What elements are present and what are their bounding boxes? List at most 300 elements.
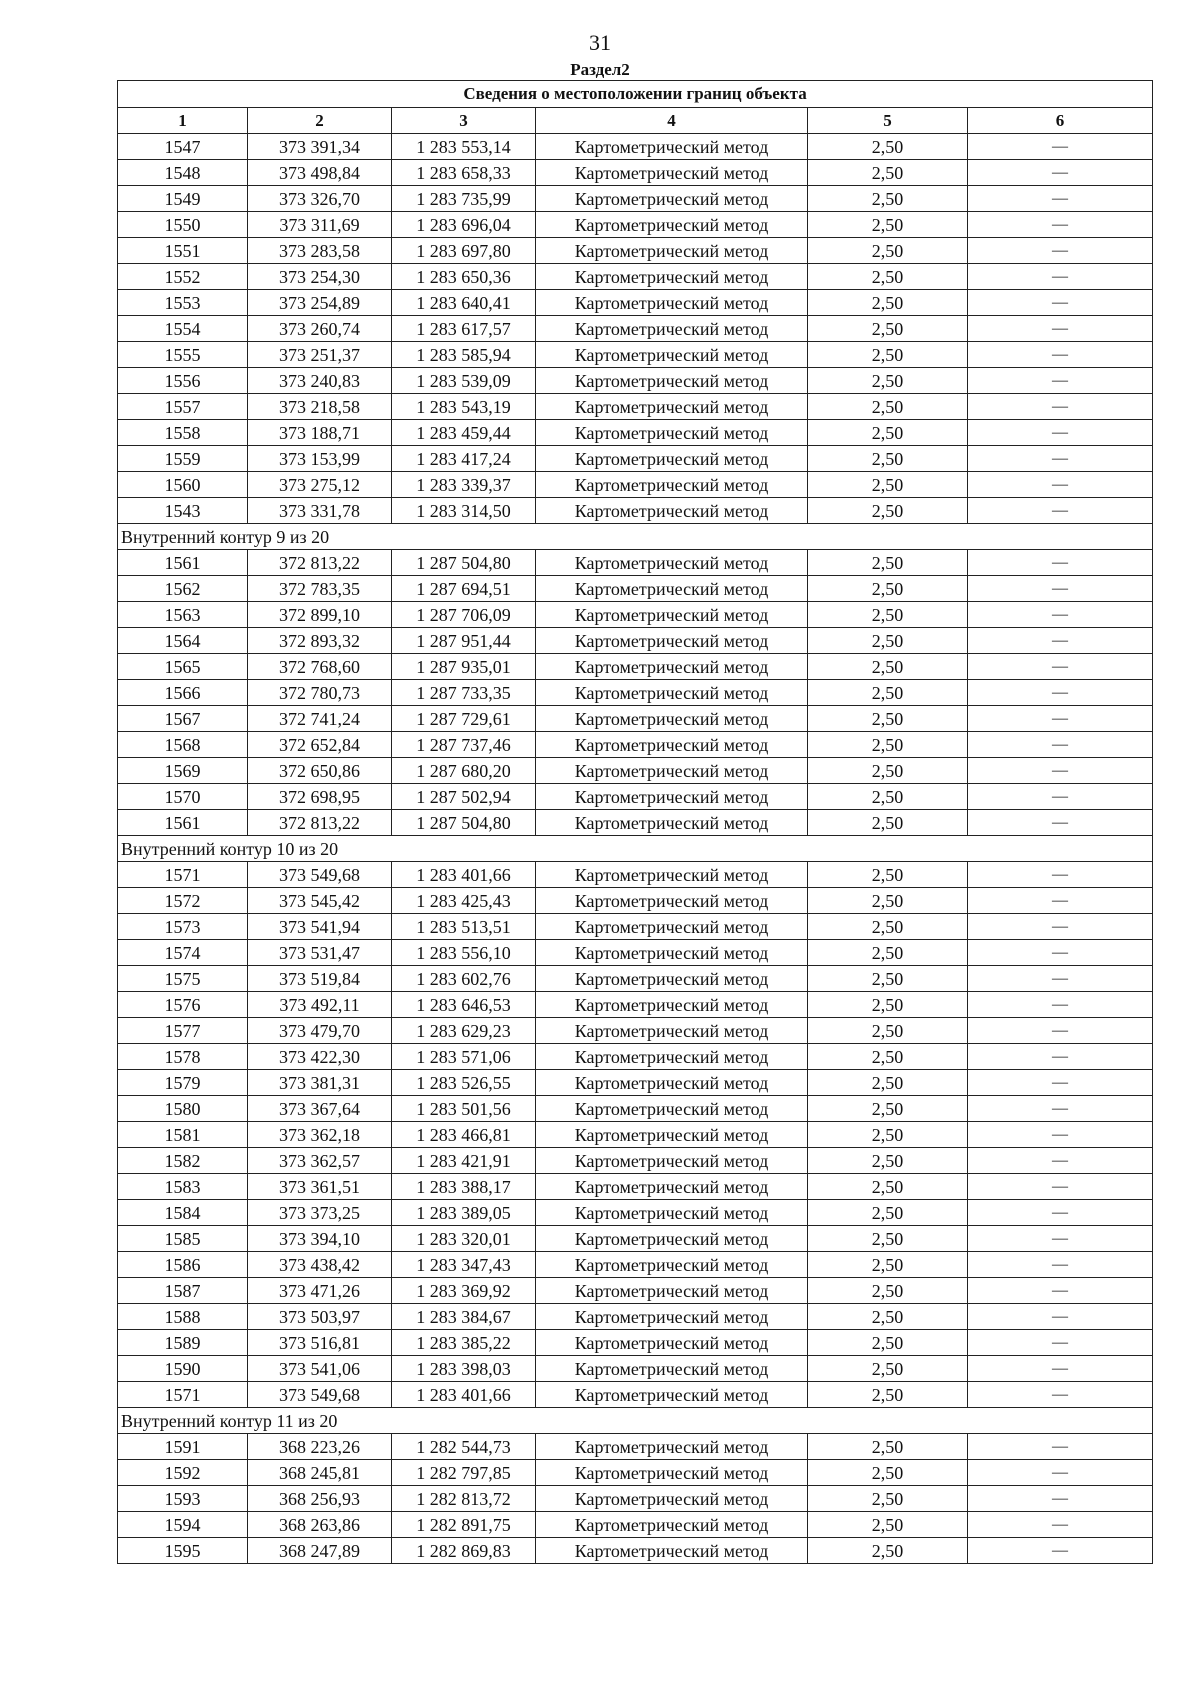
point-number-cell: 1595 (118, 1538, 248, 1564)
point-number-cell: 1570 (118, 784, 248, 810)
point-number-cell: 1565 (118, 654, 248, 680)
table-row (118, 212, 1153, 238)
coord-y-cell: 1 283 526,55 (392, 1070, 536, 1096)
table-row (118, 732, 1153, 758)
description-cell: — (968, 1200, 1153, 1226)
point-number-cell: 1560 (118, 472, 248, 498)
accuracy-cell: 2,50 (808, 160, 968, 186)
point-number-cell: 1553 (118, 290, 248, 316)
method-cell: Картометрический метод (536, 1278, 808, 1304)
table-row (118, 1148, 1153, 1174)
point-number-cell: 1569 (118, 758, 248, 784)
coord-y-cell: 1 283 385,22 (392, 1330, 536, 1356)
coord-y-cell: 1 283 339,37 (392, 472, 536, 498)
accuracy-cell: 2,50 (808, 420, 968, 446)
method-cell: Картометрический метод (536, 550, 808, 576)
method-cell: Картометрический метод (536, 1252, 808, 1278)
point-number-cell: 1556 (118, 368, 248, 394)
table-row (118, 1018, 1153, 1044)
method-cell: Картометрический метод (536, 706, 808, 732)
table-row (118, 342, 1153, 368)
coord-x-cell: 373 541,94 (248, 914, 392, 940)
coord-y-cell: 1 287 733,35 (392, 680, 536, 706)
point-number-cell: 1550 (118, 212, 248, 238)
accuracy-cell: 2,50 (808, 1174, 968, 1200)
accuracy-cell: 2,50 (808, 1018, 968, 1044)
table-row (118, 966, 1153, 992)
method-cell: Картометрический метод (536, 1538, 808, 1564)
coord-y-cell: 1 287 694,51 (392, 576, 536, 602)
description-cell: — (968, 498, 1153, 524)
description-cell: — (968, 1278, 1153, 1304)
coord-x-cell: 373 373,25 (248, 1200, 392, 1226)
coord-y-cell: 1 283 389,05 (392, 1200, 536, 1226)
accuracy-cell: 2,50 (808, 914, 968, 940)
table-row (118, 1512, 1153, 1538)
accuracy-cell: 2,50 (808, 654, 968, 680)
coord-y-cell: 1 287 504,80 (392, 810, 536, 836)
table-row (118, 628, 1153, 654)
accuracy-cell: 2,50 (808, 1460, 968, 1486)
coord-y-cell: 1 282 869,83 (392, 1538, 536, 1564)
accuracy-cell: 2,50 (808, 1434, 968, 1460)
point-number-cell: 1577 (118, 1018, 248, 1044)
table-row (118, 784, 1153, 810)
accuracy-cell: 2,50 (808, 1200, 968, 1226)
description-cell: — (968, 134, 1153, 160)
accuracy-cell: 2,50 (808, 1278, 968, 1304)
description-cell: — (968, 914, 1153, 940)
table-row (118, 602, 1153, 628)
coord-y-cell: 1 283 543,19 (392, 394, 536, 420)
coord-x-cell: 373 391,34 (248, 134, 392, 160)
point-number-cell: 1590 (118, 1356, 248, 1382)
method-cell: Картометрический метод (536, 1044, 808, 1070)
table-row (118, 810, 1153, 836)
accuracy-cell: 2,50 (808, 498, 968, 524)
table-row (118, 1122, 1153, 1148)
coord-x-cell: 373 516,81 (248, 1330, 392, 1356)
table-row (118, 290, 1153, 316)
coord-x-cell: 373 218,58 (248, 394, 392, 420)
point-number-cell: 1593 (118, 1486, 248, 1512)
coord-x-cell: 373 549,68 (248, 1382, 392, 1408)
accuracy-cell: 2,50 (808, 264, 968, 290)
method-cell: Картометрический метод (536, 1356, 808, 1382)
accuracy-cell: 2,50 (808, 1486, 968, 1512)
point-number-cell: 1571 (118, 862, 248, 888)
coord-x-cell: 372 741,24 (248, 706, 392, 732)
coord-x-cell: 373 326,70 (248, 186, 392, 212)
method-cell: Картометрический метод (536, 1200, 808, 1226)
table-row (118, 888, 1153, 914)
method-cell: Картометрический метод (536, 1460, 808, 1486)
accuracy-cell: 2,50 (808, 1512, 968, 1538)
coord-y-cell: 1 283 459,44 (392, 420, 536, 446)
description-cell: — (968, 1122, 1153, 1148)
description-cell: — (968, 732, 1153, 758)
accuracy-cell: 2,50 (808, 316, 968, 342)
table-caption: Сведения о местоположении границ объекта (118, 81, 1153, 108)
table-row (118, 1486, 1153, 1512)
coord-y-cell: 1 283 617,57 (392, 316, 536, 342)
coord-y-cell: 1 283 696,04 (392, 212, 536, 238)
accuracy-cell: 2,50 (808, 368, 968, 394)
description-cell: — (968, 758, 1153, 784)
point-number-cell: 1582 (118, 1148, 248, 1174)
table-row (118, 1278, 1153, 1304)
method-cell: Картометрический метод (536, 888, 808, 914)
coord-y-cell: 1 283 466,81 (392, 1122, 536, 1148)
contour-title: Внутренний контур 9 из 20 (118, 524, 1153, 550)
table-caption-row (118, 81, 1153, 108)
point-number-cell: 1562 (118, 576, 248, 602)
coord-y-cell: 1 283 398,03 (392, 1356, 536, 1382)
accuracy-cell: 2,50 (808, 1226, 968, 1252)
point-number-cell: 1551 (118, 238, 248, 264)
coord-y-cell: 1 283 401,66 (392, 1382, 536, 1408)
description-cell: — (968, 940, 1153, 966)
coord-x-cell: 373 188,71 (248, 420, 392, 446)
coord-y-cell: 1 287 729,61 (392, 706, 536, 732)
table-row (118, 1200, 1153, 1226)
table-row (118, 680, 1153, 706)
column-header-3: 3 (392, 108, 536, 134)
table-row (118, 1538, 1153, 1564)
description-cell: — (968, 628, 1153, 654)
point-number-cell: 1584 (118, 1200, 248, 1226)
method-cell: Картометрический метод (536, 1434, 808, 1460)
coord-y-cell: 1 283 513,51 (392, 914, 536, 940)
accuracy-cell: 2,50 (808, 576, 968, 602)
description-cell: — (968, 160, 1153, 186)
method-cell: Картометрический метод (536, 1382, 808, 1408)
table-row (118, 758, 1153, 784)
coord-x-cell: 373 367,64 (248, 1096, 392, 1122)
description-cell: — (968, 1226, 1153, 1252)
table-row (118, 160, 1153, 186)
coord-x-cell: 373 394,10 (248, 1226, 392, 1252)
coord-y-cell: 1 283 658,33 (392, 160, 536, 186)
table-row (118, 550, 1153, 576)
description-cell: — (968, 446, 1153, 472)
description-cell: — (968, 368, 1153, 394)
description-cell: — (968, 238, 1153, 264)
coord-y-cell: 1 282 544,73 (392, 1434, 536, 1460)
coord-x-cell: 372 652,84 (248, 732, 392, 758)
accuracy-cell: 2,50 (808, 1044, 968, 1070)
point-number-cell: 1571 (118, 1382, 248, 1408)
accuracy-cell: 2,50 (808, 342, 968, 368)
accuracy-cell: 2,50 (808, 1304, 968, 1330)
description-cell: — (968, 1252, 1153, 1278)
point-number-cell: 1585 (118, 1226, 248, 1252)
coord-x-cell: 373 479,70 (248, 1018, 392, 1044)
coord-y-cell: 1 287 935,01 (392, 654, 536, 680)
coord-x-cell: 373 283,58 (248, 238, 392, 264)
table-row (118, 654, 1153, 680)
table-row (118, 1044, 1153, 1070)
description-cell: — (968, 992, 1153, 1018)
description-cell: — (968, 420, 1153, 446)
table-row (118, 992, 1153, 1018)
method-cell: Картометрический метод (536, 784, 808, 810)
coord-y-cell: 1 287 737,46 (392, 732, 536, 758)
accuracy-cell: 2,50 (808, 1538, 968, 1564)
point-number-cell: 1555 (118, 342, 248, 368)
method-cell: Картометрический метод (536, 1486, 808, 1512)
coord-y-cell: 1 283 421,91 (392, 1148, 536, 1174)
point-number-cell: 1561 (118, 810, 248, 836)
coord-y-cell: 1 283 384,67 (392, 1304, 536, 1330)
accuracy-cell: 2,50 (808, 1070, 968, 1096)
point-number-cell: 1587 (118, 1278, 248, 1304)
accuracy-cell: 2,50 (808, 758, 968, 784)
method-cell: Картометрический метод (536, 1018, 808, 1044)
coord-x-cell: 373 438,42 (248, 1252, 392, 1278)
method-cell: Картометрический метод (536, 602, 808, 628)
accuracy-cell: 2,50 (808, 186, 968, 212)
point-number-cell: 1575 (118, 966, 248, 992)
coord-x-cell: 373 362,57 (248, 1148, 392, 1174)
accuracy-cell: 2,50 (808, 992, 968, 1018)
coord-x-cell: 373 492,11 (248, 992, 392, 1018)
coord-x-cell: 373 361,51 (248, 1174, 392, 1200)
method-cell: Картометрический метод (536, 576, 808, 602)
coord-y-cell: 1 283 571,06 (392, 1044, 536, 1070)
contour-title: Внутренний контур 11 из 20 (118, 1408, 1153, 1434)
coord-x-cell: 373 362,18 (248, 1122, 392, 1148)
description-cell: — (968, 186, 1153, 212)
point-number-cell: 1591 (118, 1434, 248, 1460)
table-row (118, 186, 1153, 212)
point-number-cell: 1581 (118, 1122, 248, 1148)
coord-x-cell: 373 254,89 (248, 290, 392, 316)
description-cell: — (968, 394, 1153, 420)
table-row (118, 706, 1153, 732)
table-row (118, 1252, 1153, 1278)
coord-x-cell: 373 503,97 (248, 1304, 392, 1330)
coord-x-cell: 373 422,30 (248, 1044, 392, 1070)
coord-x-cell: 373 331,78 (248, 498, 392, 524)
point-number-cell: 1566 (118, 680, 248, 706)
coord-x-cell: 373 275,12 (248, 472, 392, 498)
accuracy-cell: 2,50 (808, 134, 968, 160)
accuracy-cell: 2,50 (808, 1122, 968, 1148)
coord-y-cell: 1 287 504,80 (392, 550, 536, 576)
description-cell: — (968, 1044, 1153, 1070)
table-row (118, 420, 1153, 446)
coord-y-cell: 1 283 556,10 (392, 940, 536, 966)
point-number-cell: 1573 (118, 914, 248, 940)
description-cell: — (968, 264, 1153, 290)
accuracy-cell: 2,50 (808, 550, 968, 576)
description-cell: — (968, 888, 1153, 914)
column-header-6: 6 (968, 108, 1153, 134)
description-cell: — (968, 550, 1153, 576)
point-number-cell: 1588 (118, 1304, 248, 1330)
coord-y-cell: 1 283 501,56 (392, 1096, 536, 1122)
contour-header-row (118, 1408, 1153, 1434)
coord-x-cell: 373 549,68 (248, 862, 392, 888)
coord-y-cell: 1 283 735,99 (392, 186, 536, 212)
coord-y-cell: 1 282 813,72 (392, 1486, 536, 1512)
accuracy-cell: 2,50 (808, 680, 968, 706)
coord-y-cell: 1 283 388,17 (392, 1174, 536, 1200)
accuracy-cell: 2,50 (808, 394, 968, 420)
accuracy-cell: 2,50 (808, 940, 968, 966)
column-header-4: 4 (536, 108, 808, 134)
boundary-coordinates-table (117, 80, 1153, 1564)
point-number-cell: 1557 (118, 394, 248, 420)
coord-y-cell: 1 283 646,53 (392, 992, 536, 1018)
description-cell: — (968, 1486, 1153, 1512)
coord-y-cell: 1 283 369,92 (392, 1278, 536, 1304)
table-row (118, 862, 1153, 888)
coord-x-cell: 373 381,31 (248, 1070, 392, 1096)
description-cell: — (968, 212, 1153, 238)
description-cell: — (968, 1304, 1153, 1330)
point-number-cell: 1578 (118, 1044, 248, 1070)
method-cell: Картометрический метод (536, 264, 808, 290)
column-header-5: 5 (808, 108, 968, 134)
point-number-cell: 1543 (118, 498, 248, 524)
coord-y-cell: 1 283 401,66 (392, 862, 536, 888)
description-cell: — (968, 654, 1153, 680)
description-cell: — (968, 1382, 1153, 1408)
point-number-cell: 1554 (118, 316, 248, 342)
table-row (118, 316, 1153, 342)
accuracy-cell: 2,50 (808, 888, 968, 914)
method-cell: Картометрический метод (536, 914, 808, 940)
method-cell: Картометрический метод (536, 290, 808, 316)
accuracy-cell: 2,50 (808, 290, 968, 316)
coord-x-cell: 372 893,32 (248, 628, 392, 654)
table-row (118, 472, 1153, 498)
description-cell: — (968, 602, 1153, 628)
point-number-cell: 1576 (118, 992, 248, 1018)
table-row (118, 446, 1153, 472)
coord-y-cell: 1 287 706,09 (392, 602, 536, 628)
table-row (118, 1174, 1153, 1200)
accuracy-cell: 2,50 (808, 238, 968, 264)
table-row (118, 576, 1153, 602)
table-row (118, 1330, 1153, 1356)
table-row (118, 1434, 1153, 1460)
coord-x-cell: 372 698,95 (248, 784, 392, 810)
column-header-1: 1 (118, 108, 248, 134)
method-cell: Картометрический метод (536, 472, 808, 498)
method-cell: Картометрический метод (536, 810, 808, 836)
method-cell: Картометрический метод (536, 732, 808, 758)
point-number-cell: 1548 (118, 160, 248, 186)
table-row (118, 134, 1153, 160)
coord-y-cell: 1 283 425,43 (392, 888, 536, 914)
contour-title: Внутренний контур 10 из 20 (118, 836, 1153, 862)
description-cell: — (968, 1174, 1153, 1200)
coord-y-cell: 1 283 539,09 (392, 368, 536, 394)
description-cell: — (968, 316, 1153, 342)
method-cell: Картометрический метод (536, 1304, 808, 1330)
coord-x-cell: 368 256,93 (248, 1486, 392, 1512)
accuracy-cell: 2,50 (808, 446, 968, 472)
coord-x-cell: 373 531,47 (248, 940, 392, 966)
method-cell: Картометрический метод (536, 316, 808, 342)
description-cell: — (968, 1096, 1153, 1122)
page-number: 31 (589, 30, 611, 55)
coord-y-cell: 1 283 585,94 (392, 342, 536, 368)
method-cell: Картометрический метод (536, 1512, 808, 1538)
description-cell: — (968, 576, 1153, 602)
accuracy-cell: 2,50 (808, 862, 968, 888)
coord-x-cell: 372 813,22 (248, 550, 392, 576)
description-cell: — (968, 1512, 1153, 1538)
description-cell: — (968, 1538, 1153, 1564)
method-cell: Картометрический метод (536, 160, 808, 186)
section-title: Раздел2 (570, 60, 630, 79)
table-body (118, 134, 1153, 1564)
accuracy-cell: 2,50 (808, 810, 968, 836)
contour-header-row (118, 524, 1153, 550)
accuracy-cell: 2,50 (808, 1356, 968, 1382)
coord-x-cell: 373 545,42 (248, 888, 392, 914)
table-row (118, 914, 1153, 940)
method-cell: Картометрический метод (536, 654, 808, 680)
method-cell: Картометрический метод (536, 238, 808, 264)
table-row (118, 1460, 1153, 1486)
table-row (118, 940, 1153, 966)
table-row (118, 1070, 1153, 1096)
coord-x-cell: 372 899,10 (248, 602, 392, 628)
coord-y-cell: 1 283 553,14 (392, 134, 536, 160)
method-cell: Картометрический метод (536, 758, 808, 784)
coord-y-cell: 1 283 650,36 (392, 264, 536, 290)
description-cell: — (968, 966, 1153, 992)
coord-x-cell: 373 251,37 (248, 342, 392, 368)
accuracy-cell: 2,50 (808, 1382, 968, 1408)
method-cell: Картометрический метод (536, 446, 808, 472)
table-row (118, 498, 1153, 524)
column-header-2: 2 (248, 108, 392, 134)
coord-x-cell: 372 768,60 (248, 654, 392, 680)
table-row (118, 1096, 1153, 1122)
point-number-cell: 1567 (118, 706, 248, 732)
point-number-cell: 1561 (118, 550, 248, 576)
coord-x-cell: 373 311,69 (248, 212, 392, 238)
description-cell: — (968, 472, 1153, 498)
coord-x-cell: 373 260,74 (248, 316, 392, 342)
description-cell: — (968, 290, 1153, 316)
method-cell: Картометрический метод (536, 1070, 808, 1096)
method-cell: Картометрический метод (536, 134, 808, 160)
method-cell: Картометрический метод (536, 1122, 808, 1148)
table-row (118, 394, 1153, 420)
method-cell: Картометрический метод (536, 212, 808, 238)
accuracy-cell: 2,50 (808, 212, 968, 238)
point-number-cell: 1558 (118, 420, 248, 446)
accuracy-cell: 2,50 (808, 1096, 968, 1122)
accuracy-cell: 2,50 (808, 732, 968, 758)
method-cell: Картометрический метод (536, 862, 808, 888)
method-cell: Картометрический метод (536, 680, 808, 706)
coord-x-cell: 373 541,06 (248, 1356, 392, 1382)
table-row (118, 1382, 1153, 1408)
table-row (118, 1304, 1153, 1330)
coord-y-cell: 1 282 797,85 (392, 1460, 536, 1486)
point-number-cell: 1579 (118, 1070, 248, 1096)
coord-y-cell: 1 283 314,50 (392, 498, 536, 524)
point-number-cell: 1594 (118, 1512, 248, 1538)
